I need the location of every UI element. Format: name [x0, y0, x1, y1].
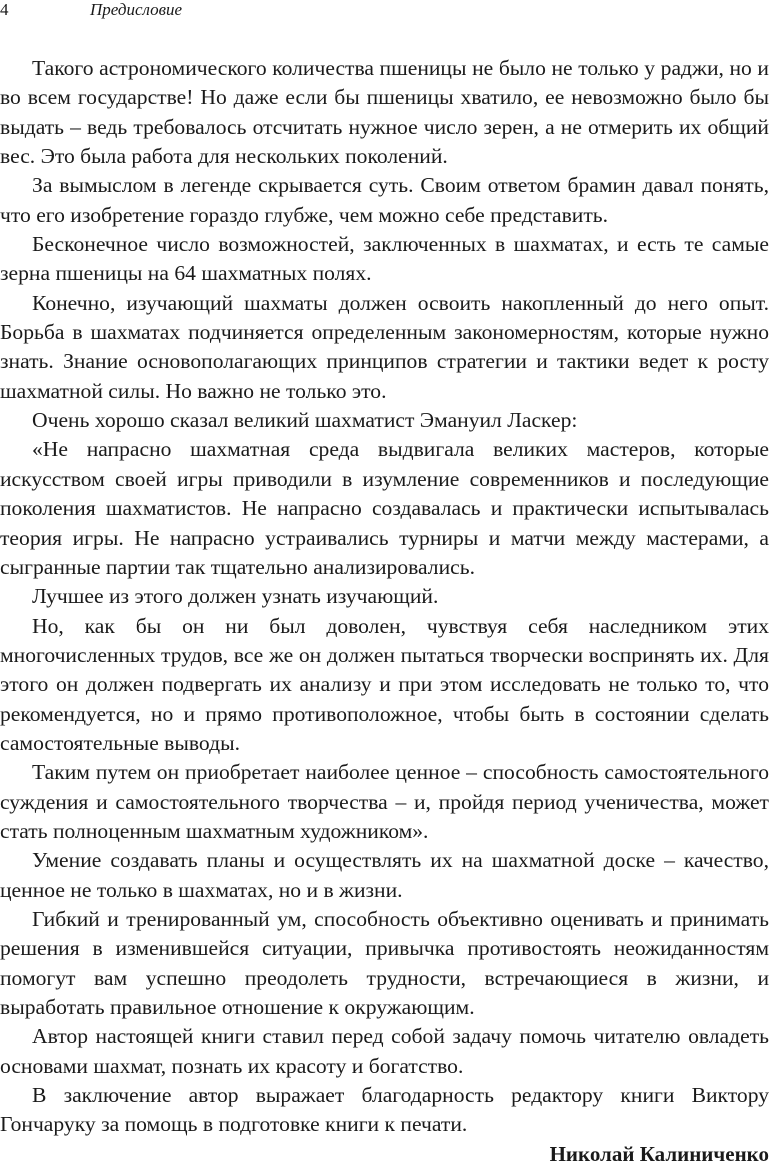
paragraph: Умение создавать планы и осуществлять их на шахматной доске – качество, ценное не только в шахматах, но и в жизни. [0, 848, 769, 902]
paragraph: В заключение автор выражает благодарность редактору книги Виктору Гончаруку за помощь в подготовке книги к печати. [0, 1083, 769, 1137]
paragraph: Такого астрономического количества пшеницы не было не только у раджи, но и во всем государстве! Но даже если бы пшеницы хватило, ее невозможно было бы выдать – ведь требовалось отсчитать нужное число зерен, а не отмерить их общий вес. Это была работа для нескольких поколений. [0, 56, 769, 169]
paragraph: Гибкий и тренированный ум, способность объективно оценивать и принимать решения в изменившейся ситуации, привычка противостоять неожиданностям помогут вам успешно преодолеть трудности, встречающиеся в жизни, и выработать правильное отношение к окружающим. [0, 906, 769, 1019]
section-title: Предисловие [90, 0, 183, 19]
quote-paragraph: «Не напрасно шахматная среда выдвигала великих мастеров, которые искусством своей игры приводили в изумление современников и последующие поколения шахматистов. Не напрасно создавалась и практически испытывалась теория игры. Не напрасно устраивались турниры и матчи между мастерами, а сыгранные партии так тщательно анализировались. [0, 437, 769, 579]
quote-paragraph: Но, как бы он ни был доволен, чувствуя себя наследником этих многочисленных трудов, все же он должен пытаться творчески воспринять их. Для этого он должен подвергать их анализу и при этом исследовать не только то, что рекомендуется, но и прямо противоположное, чтобы быть в состоянии сделать самостоятельные выводы. [0, 613, 769, 755]
author-signature: Николай Калиниченко [549, 1141, 769, 1166]
quote-paragraph: Лучшее из этого должен узнать изучающий. [32, 584, 439, 609]
page-number: 4 [0, 0, 9, 19]
paragraph: Бесконечное число возможностей, заключенных в шахматах, и есть те самые зерна пшеницы на 64 шахматных полях. [0, 232, 769, 286]
paragraph: Очень хорошо сказал великий шахматист Эмануил Ласкер: [32, 408, 578, 433]
paragraph: Конечно, изучающий шахматы должен освоить накопленный до него опыт. Борьба в шахматах подчиняется определенным закономерностям, которые нужно знать. Знание основополагающих принципов стратегии и тактики ведет к росту шахматной силы. Но важно не только это. [0, 290, 769, 403]
body-text [0, 54, 769, 1169]
quote-paragraph: Таким путем он приобретает наиболее ценное – способность самостоятельного суждения и самостоятельного творчества – и, пройдя период ученичества, может стать полноценным шахматным художником». [0, 760, 769, 843]
paragraph: За вымыслом в легенде скрывается суть. Своим ответом брамин давал понять, что его изобретение гораздо глубже, чем можно себе представить. [0, 173, 769, 227]
paragraph: Автор настоящей книги ставил перед собой задачу помочь читателю овладеть основами шахмат, познать их красоту и богатство. [0, 1024, 769, 1078]
